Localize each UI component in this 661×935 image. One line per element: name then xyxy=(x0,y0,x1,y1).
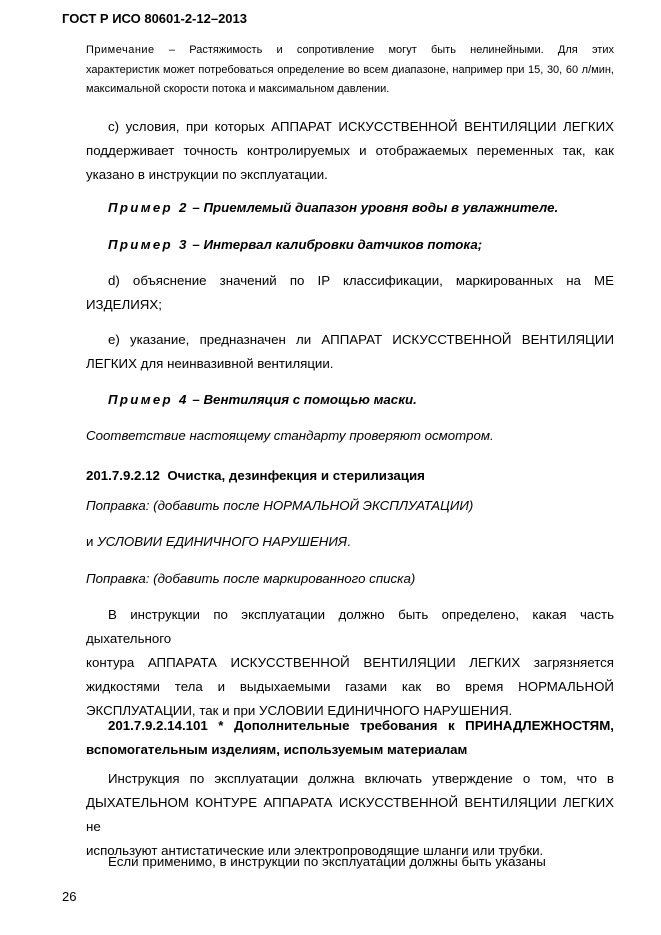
example-2-text: – Приемлемый диапазон уровня воды в увлажнителе. xyxy=(192,200,559,215)
item-d-line-2: ИЗДЕЛИЯХ; xyxy=(86,297,162,312)
item-e-line-1: е) указание, предназначен ли АППАРАТ ИСКУССТВЕННОЙ ВЕНТИЛЯЦИИ xyxy=(108,332,614,347)
section-12-title: Очистка, дезинфекция и стерилизация xyxy=(167,468,425,483)
example-3-text: – Интервал калибровки датчиков потока; xyxy=(192,237,483,252)
item-e-line-2: ЛЕГКИХ для неинвазивной вентиляции. xyxy=(86,356,334,371)
item-d-line-1: d) объяснение значений по IP классификации, маркированных на МЕ xyxy=(108,273,614,288)
example-3-label: Пример 3 xyxy=(108,237,189,252)
section-101-line-2: вспомогательным изделиям, используемым материалам xyxy=(86,742,468,757)
note-line-2: характеристик может потребоваться определение во всем диапазоне, например при 15, 30, 60 л/мин, xyxy=(86,63,614,76)
compliance-statement: Соответствие настоящему стандарту проверяют осмотром. xyxy=(86,428,494,443)
item-e xyxy=(86,328,614,376)
amendment-2: Поправка: (добавить после маркированного списка) xyxy=(86,571,416,586)
example-3 xyxy=(108,233,636,257)
example-4 xyxy=(108,388,636,412)
section-12-number: 201.7.9.2.12 xyxy=(86,468,160,483)
note-line-3: максимальной скорости потока и максимальном давлении. xyxy=(86,83,390,95)
example-4-text: – Вентиляция с помощью маски. xyxy=(192,392,417,407)
document-header: ГОСТ Р ИСО 80601-2-12–2013 xyxy=(62,11,247,26)
paragraph-2-line-1: Инструкция по эксплуатации должна включать утверждение о том, что в xyxy=(108,771,614,786)
amendment-1: Поправка: (добавить после НОРМАЛЬНОЙ ЭКСПЛУАТАЦИИ) xyxy=(86,498,474,513)
note-line-1: Примечание – Растяжимость и сопротивление могут быть нелинейными. Для этих xyxy=(86,44,614,56)
example-2 xyxy=(108,196,636,220)
item-c xyxy=(86,115,614,187)
note-label: Примечание xyxy=(86,44,155,56)
note-block xyxy=(86,41,614,100)
paragraph-2-line-2: ДЫХАТЕЛЬНОМ КОНТУРЕ АППАРАТА ИСКУССТВЕННОЙ ВЕНТИЛЯЦИИ ЛЕГКИХ не xyxy=(86,795,614,834)
item-c-line-2: поддерживает точность контролируемых и отображаемых переменных так, как xyxy=(86,143,614,158)
section-heading-12 xyxy=(86,464,614,488)
paragraph-3: Если применимо, в инструкции по эксплуатации должны быть указаны xyxy=(108,854,546,869)
paragraph-1 xyxy=(86,603,614,723)
paragraph-2-line-3: используют антистатические или электропроводящие шланги или трубки. xyxy=(86,843,544,858)
paragraph-2 xyxy=(86,767,614,863)
paragraph-1-line-3: жидкостями тела и выдыхаемыми газами как во время НОРМАЛЬНОЙ xyxy=(86,679,614,694)
page-number: 26 xyxy=(62,889,77,904)
item-c-line-1: с) условия, при которых АППАРАТ ИСКУССТВЕННОЙ ВЕНТИЛЯЦИИ ЛЕГКИХ xyxy=(108,119,614,134)
example-2-label: Пример 2 xyxy=(108,200,189,215)
item-c-line-3: указано в инструкции по эксплуатации. xyxy=(86,167,328,182)
paragraph-1-line-2: контура АППАРАТА ИСКУССТВЕННОЙ ВЕНТИЛЯЦИИ ЛЕГКИХ загрязняется xyxy=(86,655,614,670)
paragraph-1-line-1: В инструкции по эксплуатации должно быть определено, какая часть дыхательного xyxy=(86,607,614,646)
section-101-line-1: 201.7.9.2.14.101 * Дополнительные требования к ПРИНАДЛЕЖНОСТЯМ, xyxy=(108,718,614,733)
example-4-label: Пример 4 xyxy=(108,392,189,407)
amendment-1-continuation: и УСЛОВИИ ЕДИНИЧНОГО НАРУШЕНИЯ. xyxy=(86,534,351,549)
section-heading-101 xyxy=(86,714,614,762)
paragraph-1-line-4: ЭКСПЛУАТАЦИИ, так и при УСЛОВИИ ЕДИНИЧНОГО НАРУШЕНИЯ. xyxy=(86,703,513,718)
item-d xyxy=(86,269,614,317)
